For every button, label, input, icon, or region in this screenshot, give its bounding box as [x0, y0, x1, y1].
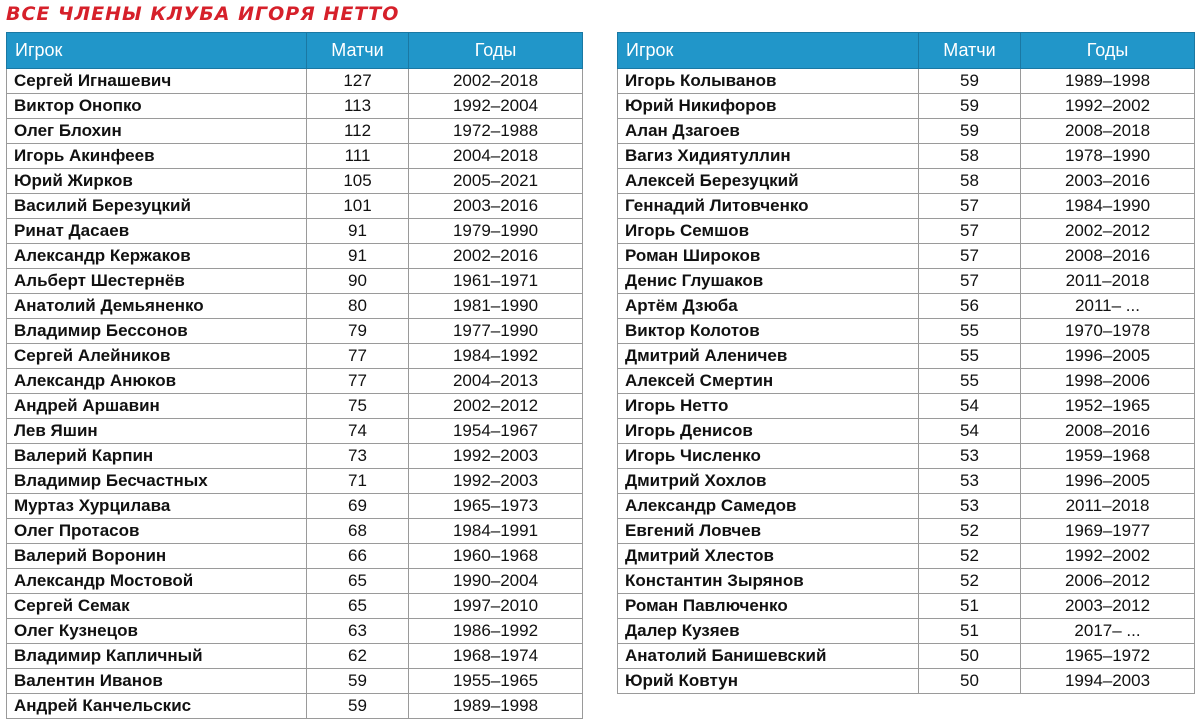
player-name-cell: Виктор Онопко: [7, 94, 307, 119]
years-cell: 2008–2016: [1021, 244, 1195, 269]
table-row: [7, 194, 583, 219]
right-table-body: [618, 69, 1195, 694]
years-cell: 1992–2002: [1021, 94, 1195, 119]
matches-cell: 51: [919, 594, 1021, 619]
years-cell: 1970–1978: [1021, 319, 1195, 344]
matches-cell: 112: [307, 119, 409, 144]
player-name-cell: Андрей Аршавин: [7, 394, 307, 419]
table-row: [7, 494, 583, 519]
player-name-cell: Владимир Бесчастных: [7, 469, 307, 494]
player-name-cell: Роман Павлюченко: [618, 594, 919, 619]
years-cell: 2011– ...: [1021, 294, 1195, 319]
matches-cell: 65: [307, 594, 409, 619]
matches-cell: 101: [307, 194, 409, 219]
years-cell: 1996–2005: [1021, 344, 1195, 369]
years-cell: 2017– ...: [1021, 619, 1195, 644]
table-row: [618, 294, 1195, 319]
left-table-body: [7, 69, 583, 719]
matches-cell: 53: [919, 469, 1021, 494]
matches-cell: 79: [307, 319, 409, 344]
table-row: [618, 594, 1195, 619]
matches-cell: 59: [919, 119, 1021, 144]
years-cell: 2008–2016: [1021, 419, 1195, 444]
years-cell: 1992–2003: [409, 444, 583, 469]
years-cell: 2002–2012: [409, 394, 583, 419]
years-cell: 1997–2010: [409, 594, 583, 619]
years-cell: 1954–1967: [409, 419, 583, 444]
years-cell: 2005–2021: [409, 169, 583, 194]
table-row: [7, 569, 583, 594]
table-row: [7, 669, 583, 694]
table-row: [7, 369, 583, 394]
matches-cell: 51: [919, 619, 1021, 644]
years-cell: 1992–2002: [1021, 544, 1195, 569]
years-cell: 1984–1990: [1021, 194, 1195, 219]
table-row: [7, 144, 583, 169]
player-name-cell: Олег Протасов: [7, 519, 307, 544]
table-row: [618, 519, 1195, 544]
table-row: [7, 169, 583, 194]
table-row: [618, 219, 1195, 244]
years-cell: 1955–1965: [409, 669, 583, 694]
matches-cell: 75: [307, 394, 409, 419]
matches-cell: 73: [307, 444, 409, 469]
player-name-cell: Альберт Шестернёв: [7, 269, 307, 294]
player-name-cell: Александр Самедов: [618, 494, 919, 519]
years-cell: 1981–1990: [409, 294, 583, 319]
player-name-cell: Валентин Иванов: [7, 669, 307, 694]
years-cell: 1989–1998: [409, 694, 583, 719]
column-header-player: Игрок: [7, 33, 307, 69]
column-header-years: Годы: [1021, 33, 1195, 69]
matches-cell: 58: [919, 169, 1021, 194]
matches-cell: 54: [919, 419, 1021, 444]
table-row: [7, 419, 583, 444]
player-name-cell: Вагиз Хидиятуллин: [618, 144, 919, 169]
player-name-cell: Александр Мостовой: [7, 569, 307, 594]
page-title: ВСЕ ЧЛЕНЫ КЛУБА ИГОРЯ НЕТТО: [6, 3, 400, 25]
player-name-cell: Василий Березуцкий: [7, 194, 307, 219]
table-row: [7, 294, 583, 319]
table-row: [7, 269, 583, 294]
player-name-cell: Анатолий Банишевский: [618, 644, 919, 669]
years-cell: 1968–1974: [409, 644, 583, 669]
years-cell: 1960–1968: [409, 544, 583, 569]
table-row: [618, 94, 1195, 119]
right-table: [617, 32, 1195, 694]
years-cell: 2011–2018: [1021, 494, 1195, 519]
player-name-cell: Игорь Колыванов: [618, 69, 919, 94]
years-cell: 2006–2012: [1021, 569, 1195, 594]
player-name-cell: Евгений Ловчев: [618, 519, 919, 544]
years-cell: 1990–2004: [409, 569, 583, 594]
table-row: [618, 169, 1195, 194]
matches-cell: 52: [919, 569, 1021, 594]
matches-cell: 77: [307, 344, 409, 369]
player-name-cell: Сергей Семак: [7, 594, 307, 619]
player-name-cell: Лев Яшин: [7, 419, 307, 444]
table-row: [618, 569, 1195, 594]
matches-cell: 63: [307, 619, 409, 644]
player-name-cell: Виктор Колотов: [618, 319, 919, 344]
table-row: [7, 594, 583, 619]
table-row: [618, 319, 1195, 344]
years-cell: 1961–1971: [409, 269, 583, 294]
matches-cell: 90: [307, 269, 409, 294]
player-name-cell: Андрей Канчельскис: [7, 694, 307, 719]
years-cell: 2008–2018: [1021, 119, 1195, 144]
years-cell: 1979–1990: [409, 219, 583, 244]
table-header-row: [618, 33, 1195, 69]
matches-cell: 57: [919, 244, 1021, 269]
table-row: [618, 544, 1195, 569]
years-cell: 1989–1998: [1021, 69, 1195, 94]
matches-cell: 80: [307, 294, 409, 319]
years-cell: 1992–2004: [409, 94, 583, 119]
matches-cell: 127: [307, 69, 409, 94]
column-header-matches: Матчи: [307, 33, 409, 69]
years-cell: 1978–1990: [1021, 144, 1195, 169]
matches-cell: 55: [919, 319, 1021, 344]
matches-cell: 53: [919, 494, 1021, 519]
matches-cell: 56: [919, 294, 1021, 319]
years-cell: 2002–2012: [1021, 219, 1195, 244]
table-row: [7, 619, 583, 644]
matches-cell: 57: [919, 269, 1021, 294]
years-cell: 1972–1988: [409, 119, 583, 144]
player-name-cell: Анатолий Демьяненко: [7, 294, 307, 319]
table-row: [7, 394, 583, 419]
table-row: [7, 694, 583, 719]
matches-cell: 69: [307, 494, 409, 519]
player-name-cell: Геннадий Литовченко: [618, 194, 919, 219]
player-name-cell: Константин Зырянов: [618, 569, 919, 594]
player-name-cell: Валерий Карпин: [7, 444, 307, 469]
table-row: [7, 244, 583, 269]
player-name-cell: Далер Кузяев: [618, 619, 919, 644]
years-cell: 2003–2016: [1021, 169, 1195, 194]
player-name-cell: Владимир Капличный: [7, 644, 307, 669]
years-cell: 2002–2018: [409, 69, 583, 94]
table-row: [618, 669, 1195, 694]
table-row: [618, 494, 1195, 519]
player-name-cell: Игорь Денисов: [618, 419, 919, 444]
matches-cell: 57: [919, 219, 1021, 244]
column-header-player: Игрок: [618, 33, 919, 69]
years-cell: 1984–1992: [409, 344, 583, 369]
years-cell: 1992–2003: [409, 469, 583, 494]
table-row: [618, 244, 1195, 269]
player-name-cell: Дмитрий Хлестов: [618, 544, 919, 569]
player-name-cell: Юрий Никифоров: [618, 94, 919, 119]
table-row: [7, 544, 583, 569]
table-row: [618, 344, 1195, 369]
matches-cell: 91: [307, 244, 409, 269]
player-name-cell: Денис Глушаков: [618, 269, 919, 294]
player-name-cell: Алексей Смертин: [618, 369, 919, 394]
table-row: [7, 644, 583, 669]
matches-cell: 52: [919, 519, 1021, 544]
player-name-cell: Игорь Численко: [618, 444, 919, 469]
years-cell: 2011–2018: [1021, 269, 1195, 294]
player-name-cell: Муртаз Хурцилава: [7, 494, 307, 519]
years-cell: 1977–1990: [409, 319, 583, 344]
table-row: [7, 94, 583, 119]
table-row: [618, 69, 1195, 94]
table-row: [7, 319, 583, 344]
table-row: [7, 519, 583, 544]
matches-cell: 55: [919, 344, 1021, 369]
table-row: [618, 644, 1195, 669]
player-name-cell: Ринат Дасаев: [7, 219, 307, 244]
table-row: [618, 194, 1195, 219]
column-header-matches: Матчи: [919, 33, 1021, 69]
player-name-cell: Сергей Алейников: [7, 344, 307, 369]
matches-cell: 66: [307, 544, 409, 569]
matches-cell: 91: [307, 219, 409, 244]
years-cell: 2004–2018: [409, 144, 583, 169]
matches-cell: 113: [307, 94, 409, 119]
table-row: [7, 344, 583, 369]
years-cell: 1952–1965: [1021, 394, 1195, 419]
matches-cell: 50: [919, 669, 1021, 694]
player-name-cell: Олег Блохин: [7, 119, 307, 144]
matches-cell: 65: [307, 569, 409, 594]
matches-cell: 59: [919, 69, 1021, 94]
player-name-cell: Артём Дзюба: [618, 294, 919, 319]
table-row: [7, 119, 583, 144]
table-row: [7, 219, 583, 244]
matches-cell: 53: [919, 444, 1021, 469]
player-name-cell: Алан Дзагоев: [618, 119, 919, 144]
years-cell: 2003–2016: [409, 194, 583, 219]
table-row: [618, 369, 1195, 394]
matches-cell: 57: [919, 194, 1021, 219]
years-cell: 1969–1977: [1021, 519, 1195, 544]
player-name-cell: Олег Кузнецов: [7, 619, 307, 644]
player-name-cell: Александр Анюков: [7, 369, 307, 394]
player-name-cell: Александр Кержаков: [7, 244, 307, 269]
matches-cell: 74: [307, 419, 409, 444]
matches-cell: 77: [307, 369, 409, 394]
table-header-row: [7, 33, 583, 69]
left-table: [6, 32, 583, 719]
player-name-cell: Юрий Жирков: [7, 169, 307, 194]
years-cell: 1959–1968: [1021, 444, 1195, 469]
matches-cell: 111: [307, 144, 409, 169]
matches-cell: 59: [307, 694, 409, 719]
table-row: [618, 619, 1195, 644]
player-name-cell: Владимир Бессонов: [7, 319, 307, 344]
table-row: [7, 444, 583, 469]
matches-cell: 71: [307, 469, 409, 494]
matches-cell: 105: [307, 169, 409, 194]
matches-cell: 55: [919, 369, 1021, 394]
player-name-cell: Алексей Березуцкий: [618, 169, 919, 194]
matches-cell: 50: [919, 644, 1021, 669]
table-row: [618, 394, 1195, 419]
matches-cell: 52: [919, 544, 1021, 569]
years-cell: 1994–2003: [1021, 669, 1195, 694]
table-row: [7, 69, 583, 94]
years-cell: 1998–2006: [1021, 369, 1195, 394]
matches-cell: 59: [307, 669, 409, 694]
table-row: [7, 469, 583, 494]
column-header-years: Годы: [409, 33, 583, 69]
years-cell: 1996–2005: [1021, 469, 1195, 494]
table-row: [618, 269, 1195, 294]
years-cell: 1984–1991: [409, 519, 583, 544]
years-cell: 2004–2013: [409, 369, 583, 394]
table-row: [618, 419, 1195, 444]
player-name-cell: Игорь Акинфеев: [7, 144, 307, 169]
years-cell: 1986–1992: [409, 619, 583, 644]
years-cell: 1965–1973: [409, 494, 583, 519]
matches-cell: 68: [307, 519, 409, 544]
player-name-cell: Игорь Семшов: [618, 219, 919, 244]
matches-cell: 62: [307, 644, 409, 669]
years-cell: 2002–2016: [409, 244, 583, 269]
table-row: [618, 119, 1195, 144]
player-name-cell: Валерий Воронин: [7, 544, 307, 569]
player-name-cell: Дмитрий Хохлов: [618, 469, 919, 494]
table-row: [618, 469, 1195, 494]
player-name-cell: Игорь Нетто: [618, 394, 919, 419]
matches-cell: 59: [919, 94, 1021, 119]
player-name-cell: Сергей Игнашевич: [7, 69, 307, 94]
table-row: [618, 144, 1195, 169]
matches-cell: 58: [919, 144, 1021, 169]
years-cell: 1965–1972: [1021, 644, 1195, 669]
matches-cell: 54: [919, 394, 1021, 419]
player-name-cell: Роман Широков: [618, 244, 919, 269]
player-name-cell: Юрий Ковтун: [618, 669, 919, 694]
years-cell: 2003–2012: [1021, 594, 1195, 619]
table-row: [618, 444, 1195, 469]
player-name-cell: Дмитрий Аленичев: [618, 344, 919, 369]
